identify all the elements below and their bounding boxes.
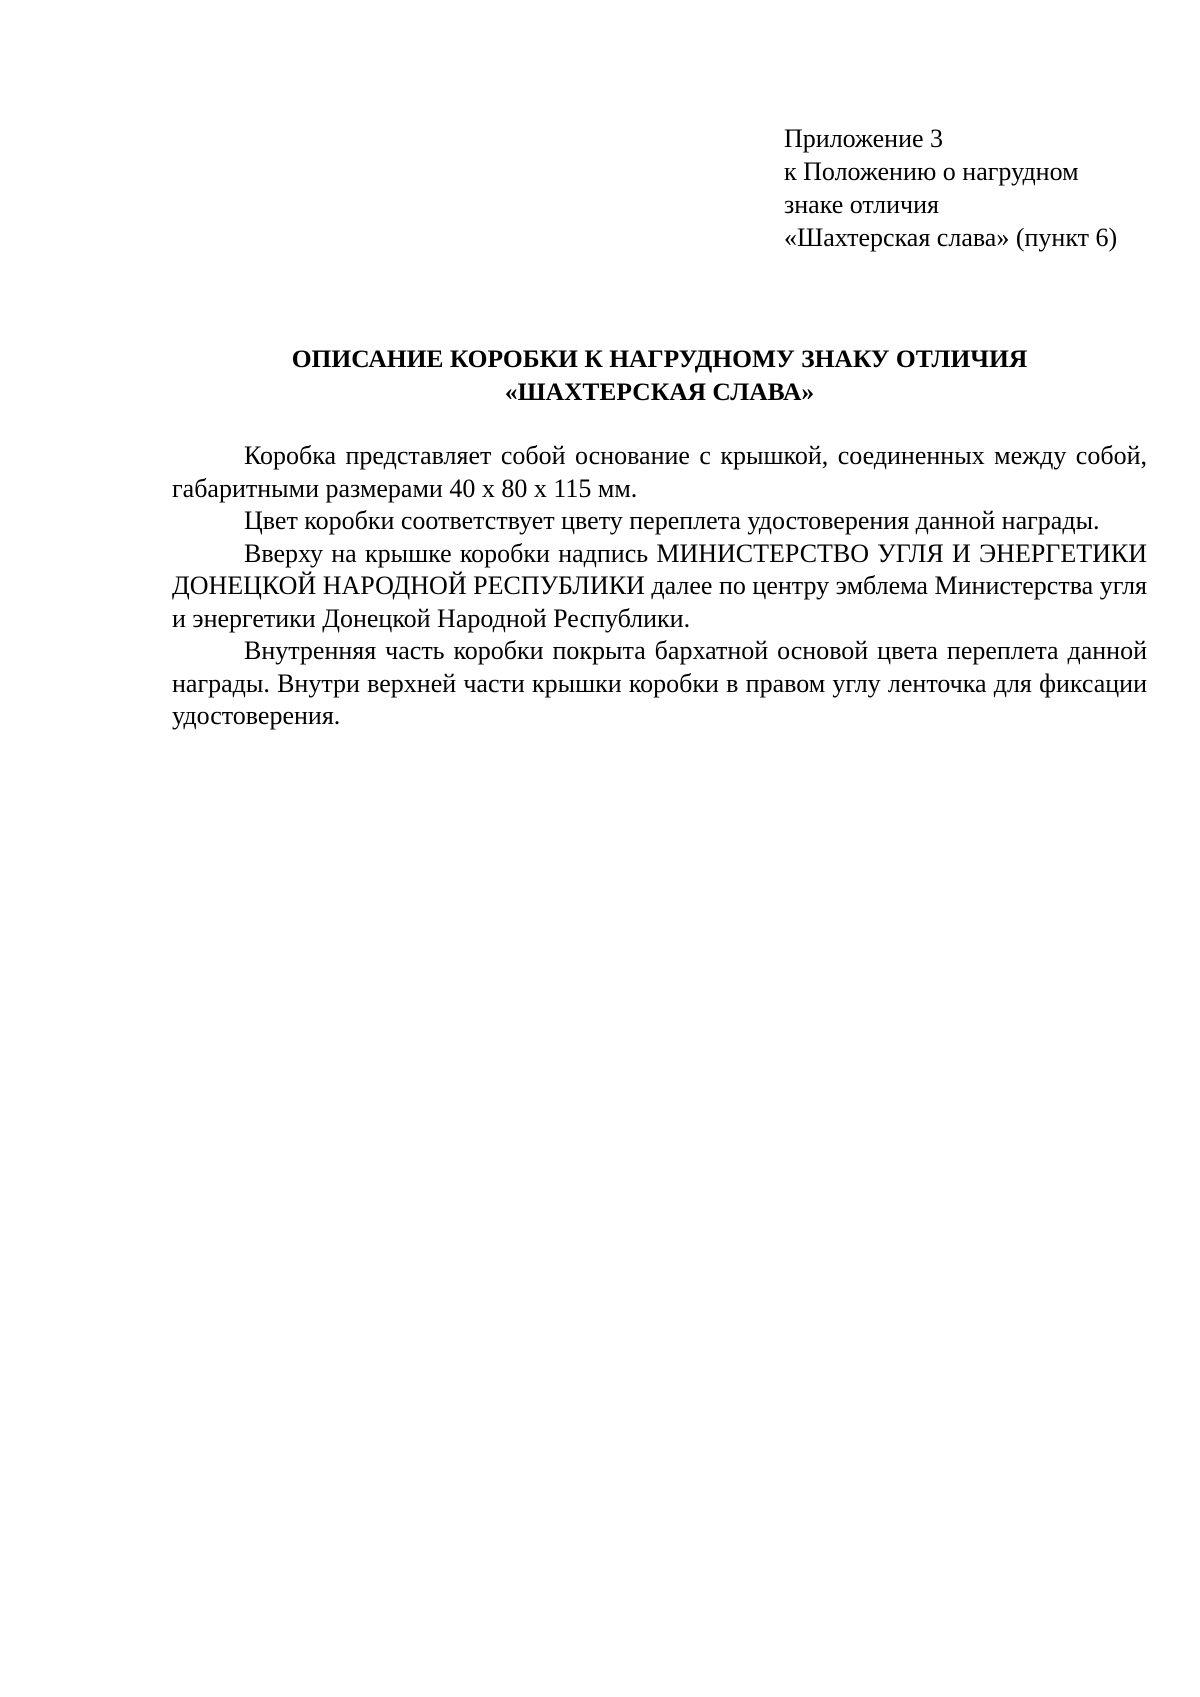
title-line: ОПИСАНИЕ КОРОБКИ К НАГРУДНОМУ ЗНАКУ ОТЛИЧИЯ xyxy=(291,344,1028,373)
document-title xyxy=(172,342,1147,408)
document-body xyxy=(172,440,1147,733)
body-paragraph: Коробка представляет собой основание с крышкой, соединенных между собой, габаритными размерами 40 х 80 х 115 мм. xyxy=(172,441,1147,503)
appendix-line: «Шахтерская слава» (пункт 6) xyxy=(784,223,1118,252)
appendix-line: знаке отличия xyxy=(784,190,939,219)
appendix-reference xyxy=(784,122,1184,254)
body-paragraph: Вверху на крышке коробки надпись МИНИСТЕРСТВО УГЛЯ И ЭНЕРГЕТИКИ ДОНЕЦКОЙ НАРОДНОЙ РЕСПУБЛИКИ далее по центру эмблема Министерства угля и энергетики Донецкой Народной Республики. xyxy=(172,538,1147,633)
appendix-line: Приложение 3 xyxy=(784,124,944,153)
body-paragraph: Внутренняя часть коробки покрыта бархатной основой цвета переплета данной награды. Внутри верхней части крышки коробки в правом углу ленточка для фиксации удостоверения. xyxy=(172,636,1147,730)
title-line: «ШАХТЕРСКАЯ СЛАВА» xyxy=(504,377,815,406)
body-paragraph: Цвет коробки соответствует цвету переплета удостоверения данной награды. xyxy=(244,506,1100,535)
appendix-line: к Положению о нагрудном xyxy=(784,157,1079,186)
